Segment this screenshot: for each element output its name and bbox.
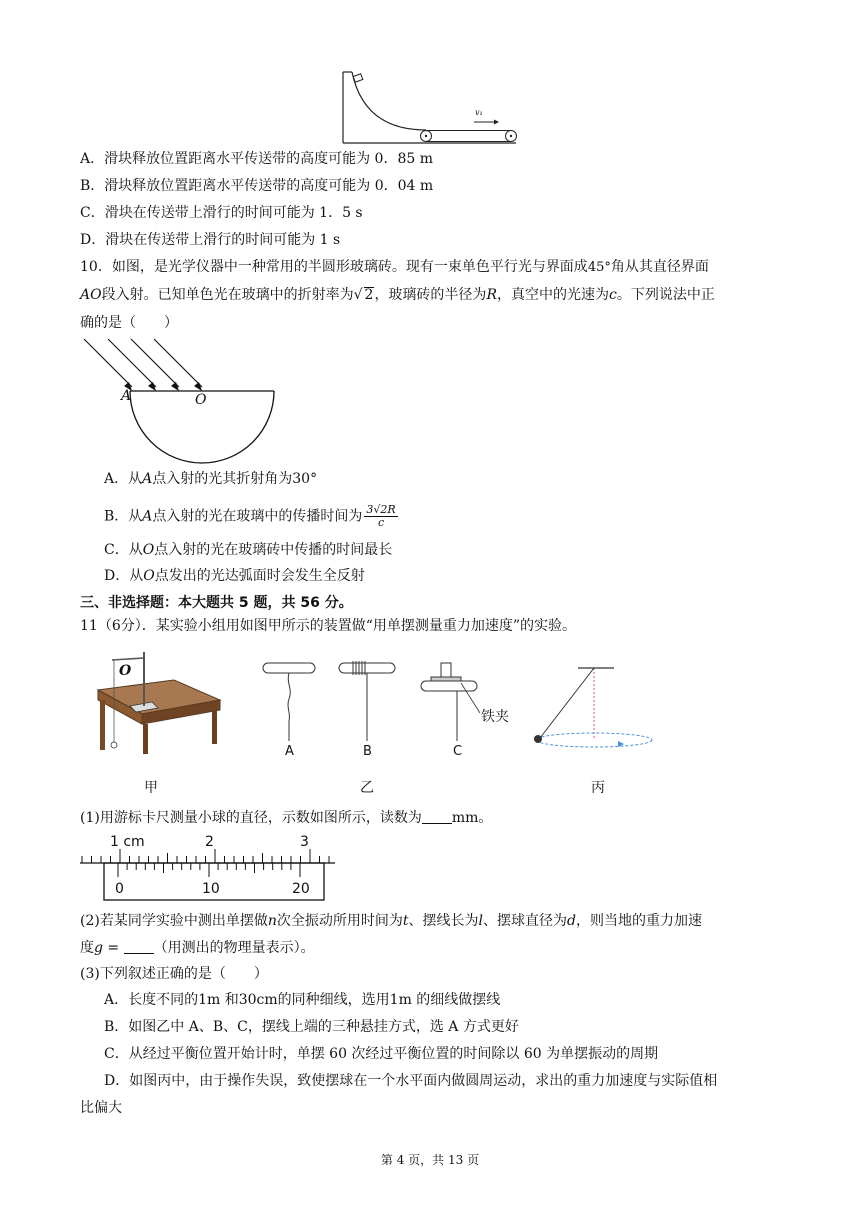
- vernier-label-20: 20: [292, 881, 310, 897]
- q11-part2-line1: (2)若某同学实验中测出单摆做n次全振动所用时间为t、摆线长为l、摆球直径为d，则当地的重力加速: [80, 913, 702, 929]
- q11-part2-line2: 度g = （用测出的物理量表示）。: [80, 940, 315, 956]
- q10-option-d: D．从O点发出的光达弧面时会发生全反射: [104, 568, 365, 584]
- q9-option-c: C．滑块在传送带上滑行的时间可能为 1．5 s: [80, 205, 363, 221]
- q11-part3: (3)下列叙述正确的是（ ）: [80, 966, 268, 982]
- main-scale-label-2: 2: [205, 834, 214, 850]
- q10-stem-line2: AO段入射。已知单色光在玻璃中的折射率为√ 2，玻璃砖的半径为R，真空中的光速为c。下列说法中正: [80, 287, 715, 303]
- fig-jia-point-o: O: [119, 663, 132, 679]
- q11-option-c: C．从经过平衡位置开始计时，单摆 60 次经过平衡位置的时间除以 60 为单摆振动的周期: [104, 1046, 659, 1062]
- q11-part1: (1)用游标卡尺测量小球的直径，示数如图所示，读数为 mm。: [80, 810, 493, 826]
- ramp-conveyor-figure: [336, 66, 526, 146]
- angle-value: 45°: [587, 260, 611, 275]
- velocity-label: v₁: [475, 108, 483, 117]
- q11-stem: 11（6分）．某实验小组用如图甲所示的装置做“用单摆测量重力加速度”的实验。: [80, 618, 577, 634]
- q10-option-a: A．从A点入射的光其折射角为30°: [104, 471, 318, 487]
- semicircle-glass-figure: [80, 336, 280, 466]
- main-scale-label-1: 1 cm: [110, 834, 145, 850]
- page-footer: 第 4 页，共 13 页: [380, 1153, 480, 1167]
- suspension-label-c: C: [453, 744, 463, 759]
- q10-option-b: B．从A点入射的光在玻璃中的传播时间为 $\frac{3√2R}{c}$: [104, 503, 396, 529]
- conical-pendulum-figure: [528, 664, 668, 754]
- q9-option-a: A．滑块释放位置距离水平传送带的高度可能为 0．85 m: [80, 151, 434, 167]
- iron-clamp-label: 铁夹: [481, 709, 509, 725]
- fig-jia-caption: 甲: [144, 780, 158, 796]
- q9-option-d: D．滑块在传送带上滑行的时间可能为 1 s: [80, 232, 341, 248]
- q10-stem-line3: 确的是（ ）: [80, 315, 178, 331]
- point-o-label: O: [195, 392, 207, 408]
- pendulum-table-figure: [88, 646, 228, 758]
- suspension-label-b: B: [363, 744, 372, 759]
- fig-bing-caption: 丙: [591, 780, 605, 796]
- vernier-label-10: 10: [202, 881, 220, 897]
- suspension-methods-figure: [255, 655, 505, 745]
- time-fraction: $\frac{3√2R}{c}$: [366, 503, 396, 529]
- q11-option-d-line1: D．如图丙中，由于操作失误，致使摆球在一个水平面内做圆周运动，求出的重力加速度与实际值相: [104, 1073, 718, 1089]
- answer-blank-1[interactable]: [422, 809, 452, 824]
- fig-yi-caption: 乙: [360, 780, 374, 796]
- section-3-heading: 三、非选择题：本大题共 5 题，共 56 分。: [80, 595, 353, 611]
- vernier-label-0: 0: [115, 881, 124, 897]
- q11-option-d-line2: 比偏大: [80, 1100, 122, 1116]
- q9-option-b: B．滑块释放位置距离水平传送带的高度可能为 0．04 m: [80, 178, 434, 194]
- q10-stem-line1: 10．如图，是光学仪器中一种常用的半圆形玻璃砖。现有一束单色平行光与界面成45°角从其直径界面: [80, 259, 709, 275]
- q10-option-c: C．从O点入射的光在玻璃砖中传播的时间最长: [104, 542, 393, 558]
- q11-option-b: B．如图乙中 A、B、C，摆线上端的三种悬挂方式，选 A 方式更好: [104, 1019, 519, 1035]
- suspension-label-a: A: [285, 744, 294, 759]
- q11-option-a: A．长度不同的1m 和30cm的同种细线，选用1m 的细线做摆线: [104, 992, 501, 1008]
- main-scale-label-3: 3: [300, 834, 309, 850]
- point-a-label: A: [121, 388, 132, 404]
- answer-blank-2[interactable]: [124, 939, 154, 954]
